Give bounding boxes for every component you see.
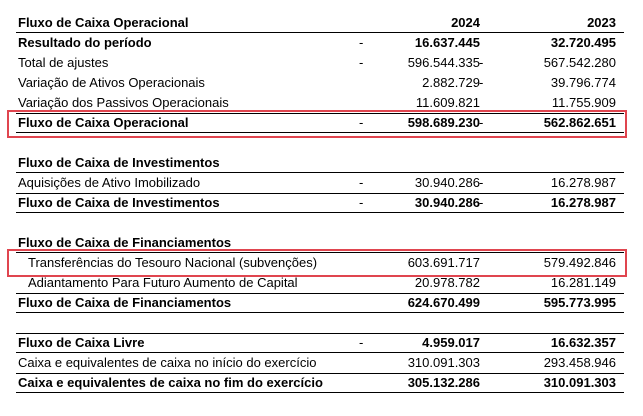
table-row-total-financiamentos (12, 293, 624, 313)
value-2023: 16.281.149 (550, 275, 616, 290)
row-label: Caixa e equivalentes de caixa no início do exercício (18, 355, 317, 370)
table-row-caixa-inicio (12, 353, 624, 373)
value-2023: 32.720.495 (550, 35, 616, 50)
table-row-caixa-livre (12, 333, 624, 353)
table-row-total-investimentos (12, 193, 624, 213)
table-header (12, 13, 624, 33)
value-2024: 20.978.782 (414, 275, 480, 290)
sign-2023: - (479, 55, 484, 70)
sign-2023: - (479, 115, 484, 130)
value-2023: 310.091.303 (543, 375, 616, 390)
value-2024: 603.691.717 (407, 255, 480, 270)
row-label: Fluxo de Caixa Livre (18, 335, 145, 350)
row-label: Aquisições de Ativo Imobilizado (18, 175, 201, 190)
value-2023: 16.632.357 (550, 335, 616, 350)
value-2024: 2.882.729 (422, 75, 480, 90)
sign-2024: - (359, 175, 364, 190)
table-row-resultado (12, 33, 624, 53)
table-row-ativos (12, 73, 624, 93)
table-row-imobilizado (12, 173, 624, 193)
row-label: Fluxo de Caixa de Investimentos (18, 195, 220, 210)
row-label: Caixa e equivalentes de caixa no fim do exercício (18, 375, 323, 390)
header-year-2024: 2024 (451, 15, 480, 30)
value-2023: 11.755.909 (551, 95, 616, 110)
sign-2024: - (359, 55, 364, 70)
row-label: Fluxo de Caixa de Financiamentos (18, 235, 232, 250)
value-2023: 16.278.987 (550, 195, 616, 210)
value-2023: 39.796.774 (550, 75, 616, 90)
sign-2024: - (359, 335, 364, 350)
row-label: Fluxo de Caixa de Financiamentos (18, 295, 232, 310)
value-2023: 579.492.846 (543, 255, 616, 270)
sign-2023: - (479, 175, 484, 190)
value-2024: 4.959.017 (422, 335, 480, 350)
value-2024: 305.132.286 (407, 375, 480, 390)
row-label: Transferências do Tesouro Nacional (subvenções) (28, 255, 318, 270)
value-2024: 310.091.303 (407, 355, 480, 370)
sign-2023: - (479, 195, 484, 210)
value-2024: 598.689.230 (407, 115, 480, 130)
value-2024: 16.637.445 (414, 35, 480, 50)
sign-2023: - (479, 75, 484, 90)
row-label: Fluxo de Caixa Operacional (18, 115, 189, 130)
row-label: Variação de Ativos Operacionais (18, 75, 205, 90)
row-label: Variação dos Passivos Operacionais (18, 95, 229, 110)
row-label: Fluxo de Caixa de Investimentos (18, 155, 220, 170)
row-label: Resultado do período (18, 35, 152, 50)
value-2024: 11.609.821 (415, 95, 480, 110)
value-2023: 595.773.995 (543, 295, 616, 310)
section-header-investimentos (12, 153, 624, 173)
sign-2024: - (359, 115, 364, 130)
row-label: Total de ajustes (18, 55, 109, 70)
header-year-2023: 2023 (587, 15, 616, 30)
header-title: Fluxo de Caixa Operacional (18, 15, 189, 30)
value-2024: 624.670.499 (407, 295, 480, 310)
highlight-box-operacional (7, 110, 627, 138)
value-2024: 30.940.286 (414, 175, 480, 190)
row-label: Adiantamento Para Futuro Aumento de Capital (28, 275, 298, 290)
highlight-box-transferencias (7, 249, 627, 277)
value-2023: 16.278.987 (550, 175, 616, 190)
value-2024: 596.544.335 (407, 55, 480, 70)
table-row-caixa-fim (12, 373, 624, 393)
table-row-ajustes (12, 53, 624, 73)
value-2023: 567.542.280 (543, 55, 616, 70)
value-2023: 293.458.946 (543, 355, 616, 370)
sign-2024: - (359, 35, 364, 50)
value-2024: 30.940.286 (414, 195, 480, 210)
sign-2024: - (359, 195, 364, 210)
value-2023: 562.862.651 (543, 115, 616, 130)
